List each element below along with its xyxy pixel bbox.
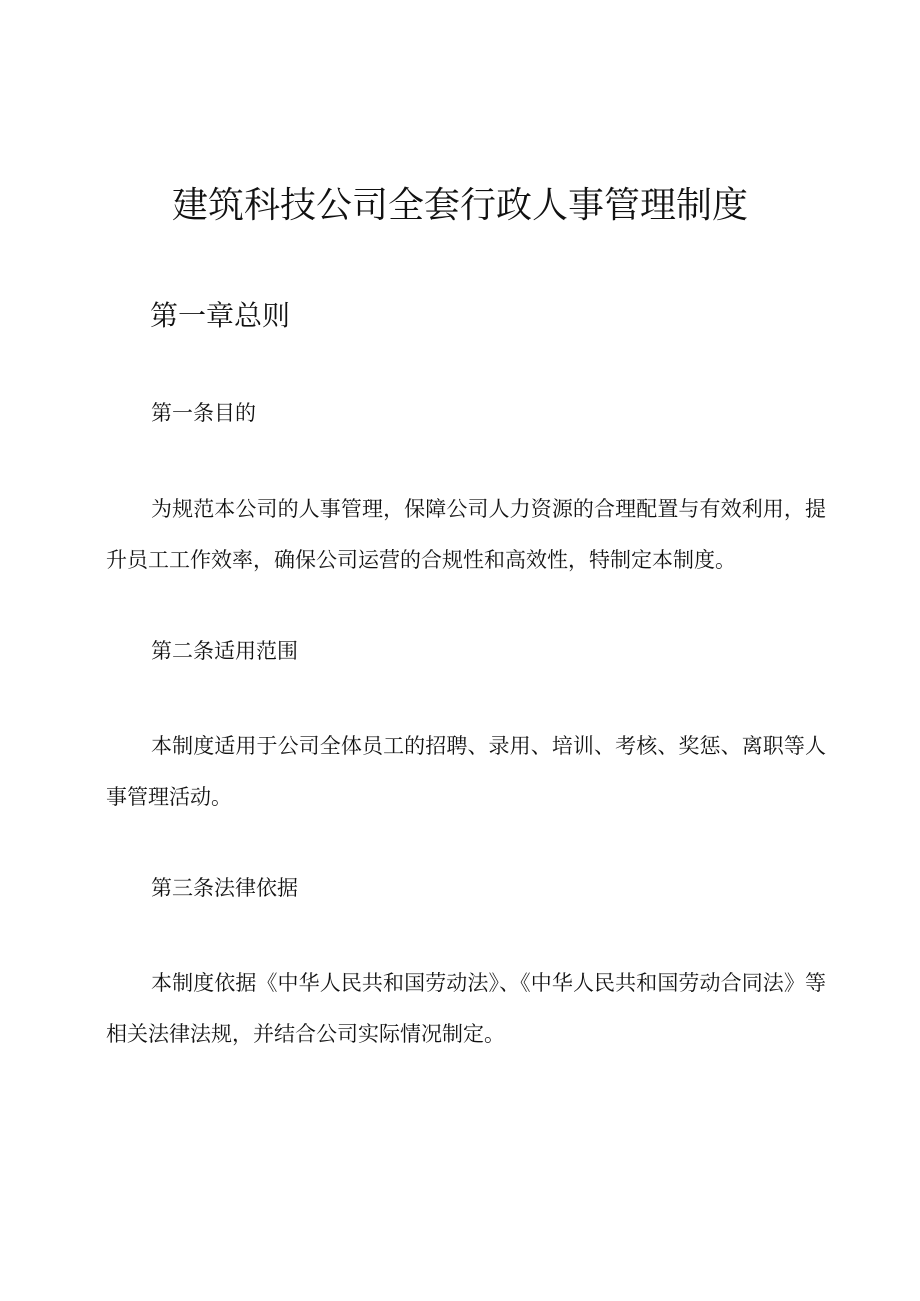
chapter-heading: 第一章总则 xyxy=(150,299,291,332)
article-2-heading: 第二条适用范围 xyxy=(151,639,298,663)
document-title: 建筑科技公司全套行政人事管理制度 xyxy=(171,185,748,226)
article-3-body: 本制度依据《中华人民共和国劳动法》、《中华人民共和国劳动合同法》等相关法律法规，并结合公司实际情况制定。 xyxy=(106,971,826,1046)
article-2-body: 本制度适用于公司全体员工的招聘、录用、培训、考核、奖惩、离职等人事管理活动。 xyxy=(106,734,826,809)
article-1-heading: 第一条目的 xyxy=(151,401,256,425)
article-1-body: 为规范本公司的人事管理，保障公司人力资源的合理配置与有效利用，提升员工工作效率，确保公司运营的合规性和高效性，特制定本制度。 xyxy=(106,497,826,572)
article-3-heading: 第三条法律依据 xyxy=(151,876,298,900)
